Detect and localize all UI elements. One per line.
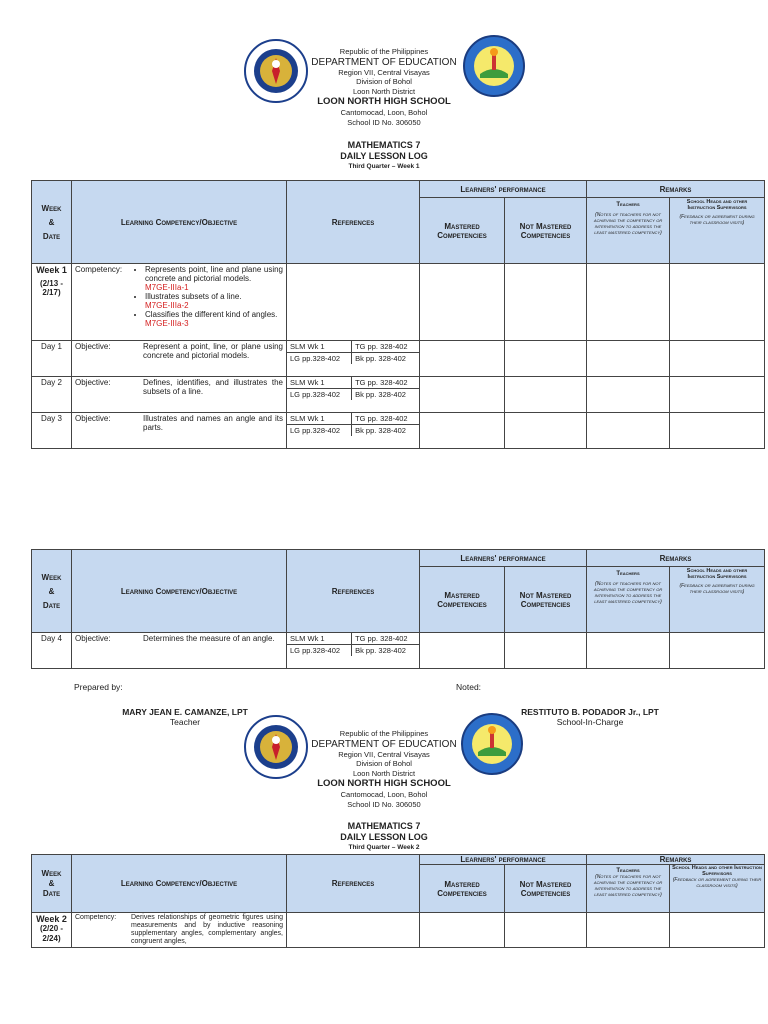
page2-letterhead: Republic of the Philippines DEPARTMENT OF EDUCATION Region VII, Central Visayas Division of Bohol Loon North District LOON NORTH HIGH SCHOOL Cantomocad, Loon, Bohol School ID No. 306050 <box>311 729 457 809</box>
week1-competency-cell: Competency: • Represents point, line and plane using concrete and pictorial models. M7GE-IIIa-1 • Illustrates subsets of a line. M7GE-IIIa-2 • Classifies the different kind of angles. M7GE-IIIa-3 <box>72 264 287 341</box>
teacher-name: MARY JEAN E. CAMANZE, LPT <box>122 707 248 717</box>
learners-performance-header: Learners' performance <box>420 550 587 567</box>
division-text: Division of Bohol <box>356 77 412 86</box>
head-signature <box>500 707 680 727</box>
heads-header: School Heads and other Instruction Supervisors (Feedback or agreement during their classroom visits) <box>670 865 765 913</box>
table-row <box>32 913 765 948</box>
district-text: Loon North District <box>352 86 416 96</box>
mastered-header: Mastered Competencies <box>420 198 505 264</box>
school-address: Cantomocad, Loon, Bohol <box>340 108 428 117</box>
week-date-header: Week & Date <box>32 181 72 264</box>
not-mastered-header: Not Mastered Competencies <box>505 198 587 264</box>
department-text: DEPARTMENT OF EDUCATION <box>311 56 457 68</box>
teachers-note: (Notes of teachers for not achieving the competency or intervention to address the least mastered competency) <box>593 874 663 898</box>
week2-cell: Week 2 (2/20 - 2/24) <box>32 913 72 948</box>
week-date-header: Week & Date <box>32 550 72 633</box>
heads-note: (Feedback or agreement during their classroom visits) <box>679 214 755 226</box>
school-name: LOON NORTH HIGH SCHOOL <box>317 96 451 107</box>
list-item: • Illustrates subsets of a line. M7GE-IIIa-2 <box>145 292 283 310</box>
teacher-role: Teacher <box>169 717 201 727</box>
log-title: DAILY LESSON LOG <box>340 151 428 161</box>
table-row: Day 4 Objective: Determines the measure of an angle. SLM Wk 1 TG pp. 328-402 LG pp.328-402 Bk pp. 328-402 <box>32 633 765 669</box>
teachers-header: Teachers (Notes of teachers for not achieving the competency or intervention to address the least mastered competency) <box>587 198 670 264</box>
competency-header: Learning Competency/Objective <box>72 855 287 913</box>
subject-title: MATHEMATICS 7 <box>347 140 421 150</box>
heads-note: (Feedback or agreement during their classroom visits) <box>679 583 755 595</box>
week2-competency-cell: Competency: Derives relationships of geometric figures using measurements and by inductive reasoning supplementary angles, complementary angles, congruent angles, <box>72 913 287 948</box>
table-row: Day 3 Objective: Illustrates and names an angle and its parts. SLM Wk 1 TG pp. 328-402 LG pp.328-402 Bk pp. 328-402 <box>32 413 765 449</box>
quarter-week1-title: Third Quarter – Week 1 <box>348 163 420 170</box>
week-date-header: Week & Date <box>32 855 72 913</box>
republic-text: Republic of the Philippines <box>339 47 429 56</box>
mastered-header: Mastered Competencies <box>420 865 505 913</box>
teachers-header: Teachers (Notes of teachers for not achieving the competency or intervention to address the least mastered competency) <box>587 865 670 913</box>
head-name: RESTITUTO B. PODADOR Jr., LPT <box>521 707 659 717</box>
log-title: DAILY LESSON LOG <box>340 832 428 842</box>
lesson-log-table-week1 <box>31 180 765 449</box>
references-header: References <box>287 550 420 633</box>
heads-header: School Heads and other Instruction Supervisors (Feedback or agreement during their classroom visits) <box>670 198 765 264</box>
not-mastered-header: Not Mastered Competencies <box>505 865 587 913</box>
learners-performance-header: Learners' performance <box>420 181 587 198</box>
lesson-log-table-week2 <box>31 854 765 948</box>
head-role: School-In-Charge <box>556 717 624 727</box>
mastered-header: Mastered Competencies <box>420 567 505 633</box>
remarks-header: Remarks <box>587 181 765 198</box>
table-row <box>32 264 765 341</box>
school-id: School ID No. 306050 <box>347 117 421 127</box>
references-header: References <box>287 181 420 264</box>
list-item: • Represents point, line and plane using concrete and pictorial models. M7GE-IIIa-1 <box>145 265 283 292</box>
lesson-log-table-day4 <box>31 549 765 669</box>
competency-header: Learning Competency/Objective <box>72 550 287 633</box>
teachers-header: Teachers (Notes of teachers for not achieving the competency or intervention to address the least mastered competency) <box>587 567 670 633</box>
table-row: Day 1 Objective: Represent a point, line, or plane using concrete and pictorial models. SLM Wk 1 TG pp. 328-402 LG pp.328-402 Bk pp. 328-402 <box>32 341 765 377</box>
learners-performance-header: Learners' performance <box>420 855 587 865</box>
list-item: • Classifies the different kind of angles. M7GE-IIIa-3 <box>145 310 283 328</box>
remarks-header: Remarks <box>587 855 765 865</box>
competency-header: Learning Competency/Objective <box>72 181 287 264</box>
quarter-week2-title: Third Quarter – Week 2 <box>348 844 420 851</box>
not-mastered-header: Not Mastered Competencies <box>505 567 587 633</box>
teachers-note: (Notes of teachers for not achieving the competency or intervention to address the least mastered competency) <box>593 581 663 605</box>
prepared-by-label: Prepared by: <box>74 682 123 692</box>
table-row: Day 2 Objective: Defines, identifies, and illustrates the subsets of a line. SLM Wk 1 TG pp. 328-402 LG pp.328-402 Bk pp. 328-402 <box>32 377 765 413</box>
heads-header: School Heads and other Instruction Supervisors (Feedback or agreement during their classroom visits) <box>670 567 765 633</box>
subject-title: MATHEMATICS 7 <box>347 821 421 831</box>
references-header: References <box>287 855 420 913</box>
noted-label: Noted: <box>456 682 482 692</box>
region-text: Region VII, Central Visayas <box>338 67 430 77</box>
teachers-note: (Notes of teachers for not achieving the competency or intervention to address the least mastered competency) <box>593 212 663 236</box>
remarks-header: Remarks <box>587 550 765 567</box>
page1-letterhead <box>284 47 484 127</box>
heads-note: (Feedback or agreement during their classroom visits) <box>672 877 762 889</box>
week1-cell: Week 1 (2/13 - 2/17) <box>32 264 72 341</box>
